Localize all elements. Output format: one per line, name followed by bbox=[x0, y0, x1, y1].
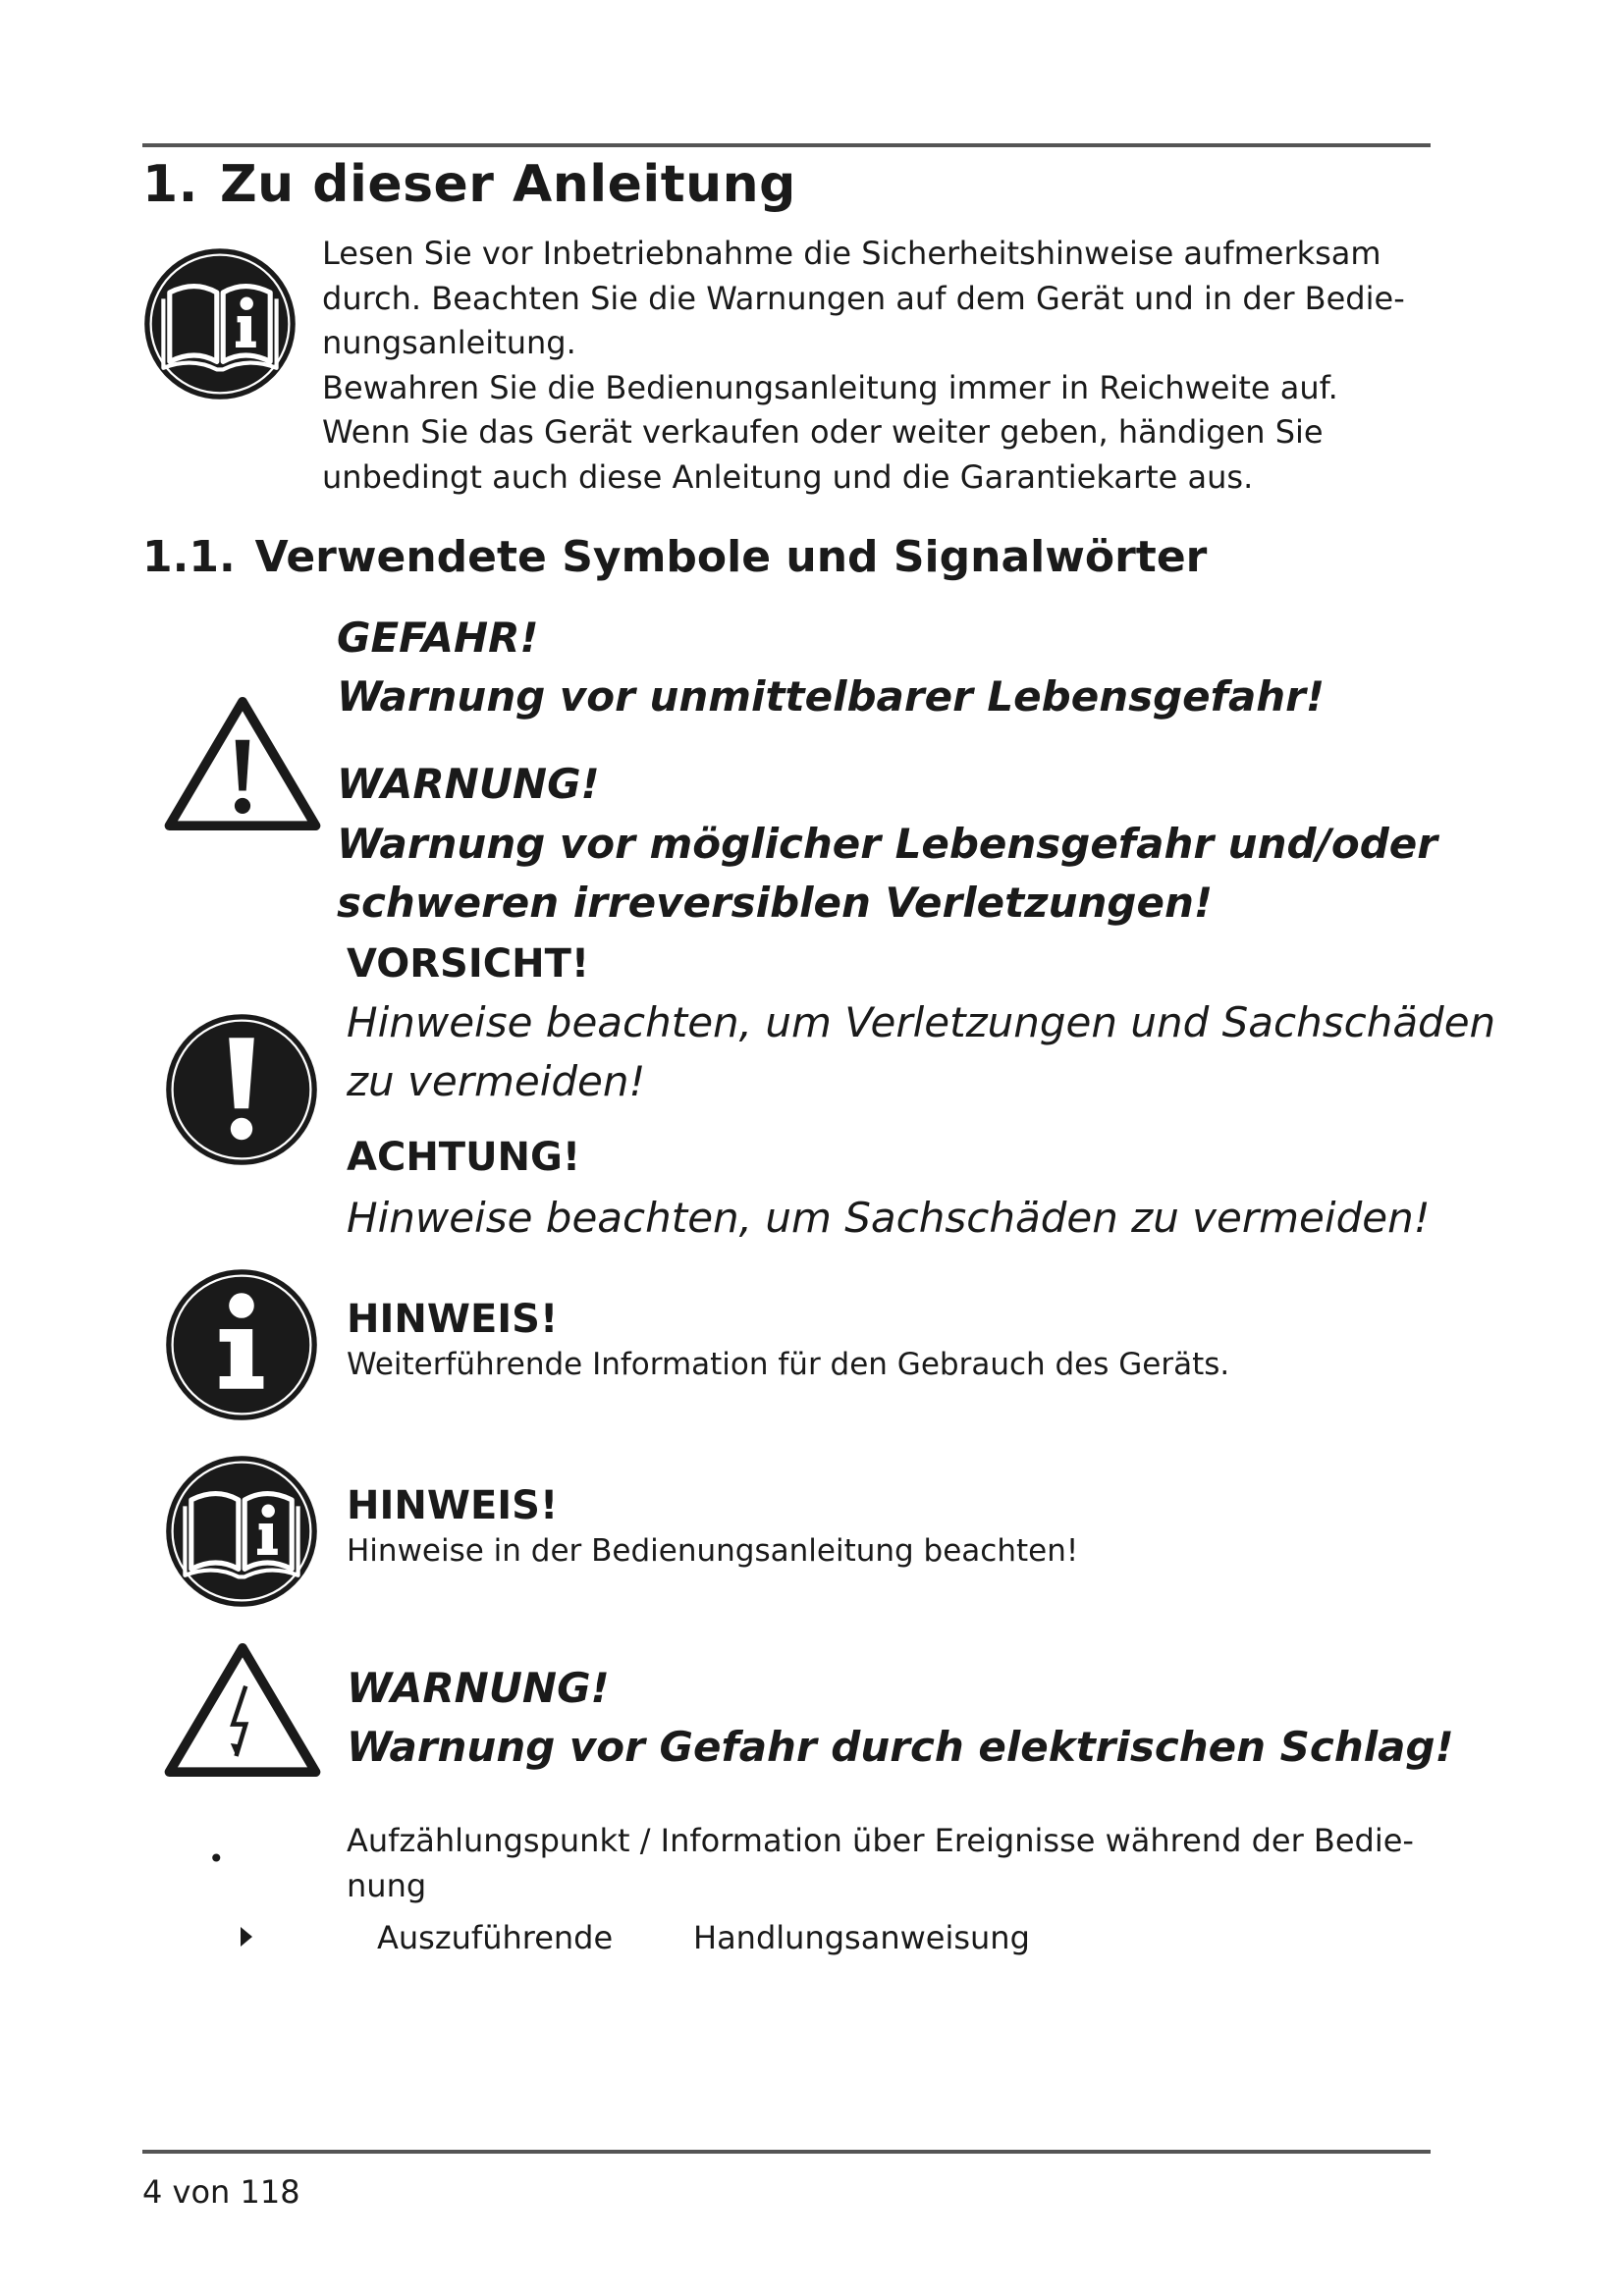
hinweis-manual-title: HINWEIS! bbox=[347, 1483, 559, 1528]
warning-triangle-icon bbox=[163, 695, 322, 832]
warnung-description-line-1: Warnung vor möglicher Lebensgefahr und/oder bbox=[337, 820, 1437, 868]
signal-hinweis-info bbox=[347, 1294, 1229, 1384]
action-item-label: Auszuführende bbox=[377, 1919, 614, 1956]
warnung-elektro-title: WARNUNG! bbox=[347, 1664, 610, 1712]
bullet-symbol: • bbox=[208, 1842, 225, 1875]
intro-text bbox=[322, 232, 1432, 500]
page-title bbox=[142, 155, 796, 214]
section-title: Zu dieser Anleitung bbox=[219, 155, 796, 214]
hinweis-info-title: HINWEIS! bbox=[347, 1297, 559, 1342]
gefahr-description: Warnung vor unmittelbarer Lebensgefahr! bbox=[337, 672, 1326, 721]
signal-achtung bbox=[347, 1127, 1431, 1249]
signal-warnung-elektro bbox=[347, 1659, 1454, 1777]
signal-gefahr bbox=[337, 609, 1325, 726]
bullet-item-line-1: Aufzählungspunkt / Information über Ereignisse während der Bedie- bbox=[347, 1822, 1414, 1859]
page-number: 4 von 118 bbox=[142, 2173, 300, 2211]
triangle-right-icon bbox=[240, 1926, 253, 1948]
vorsicht-description-line-2: zu vermeiden! bbox=[347, 1057, 646, 1105]
section-number: 1. bbox=[142, 155, 198, 214]
subsection-title: Verwendete Symbole und Signalwörter bbox=[254, 532, 1208, 582]
subsection-number: 1.1. bbox=[142, 532, 236, 582]
electric-shock-warning-icon bbox=[163, 1641, 322, 1779]
bottom-rule bbox=[142, 2150, 1431, 2154]
intro-paragraph-2: Bewahren Sie die Bedienungsanleitung immer in Reichweite auf. Wenn Sie das Gerät verkaufen oder weiter geben, händigen Sie unbedingt auch diese Anleitung und die Garantiekarte aus. bbox=[322, 368, 1338, 496]
exclamation-circle-icon bbox=[163, 1011, 320, 1168]
vorsicht-title: VORSICHT! bbox=[347, 941, 590, 987]
hinweis-info-description: Weiterführende Information für den Gebrauch des Geräts. bbox=[347, 1347, 1230, 1382]
signal-warnung bbox=[337, 754, 1437, 933]
bullet-item bbox=[347, 1818, 1414, 1908]
manual-info-icon bbox=[141, 245, 298, 402]
achtung-description: Hinweise beachten, um Sachschäden zu vermeiden! bbox=[347, 1194, 1431, 1242]
intro-paragraph-1: Lesen Sie vor Inbetriebnahme die Sicherheitshinweise aufmerksam durch. Beachten Sie die Warnungen auf dem Gerät und in der Bedie-nungsanleitung. bbox=[322, 235, 1405, 361]
top-rule bbox=[142, 143, 1431, 147]
section-subtitle bbox=[142, 532, 1207, 582]
warnung-title: WARNUNG! bbox=[337, 760, 600, 808]
hinweis-manual-description: Hinweise in der Bedienungsanleitung beachten! bbox=[347, 1533, 1079, 1569]
action-item-text: Handlungsanweisung bbox=[693, 1919, 1030, 1956]
signal-vorsicht bbox=[347, 934, 1495, 1111]
gefahr-title: GEFAHR! bbox=[337, 614, 539, 662]
signal-hinweis-manual bbox=[347, 1480, 1078, 1571]
bullet-item-line-2: nung bbox=[347, 1867, 427, 1904]
manual-info-icon bbox=[163, 1453, 320, 1610]
warnung-description-line-2: schweren irreversiblen Verletzungen! bbox=[337, 879, 1214, 927]
vorsicht-description-line-1: Hinweise beachten, um Verletzungen und Sachschäden bbox=[347, 998, 1496, 1046]
info-circle-icon bbox=[163, 1266, 320, 1423]
achtung-title: ACHTUNG! bbox=[347, 1135, 581, 1180]
warnung-elektro-description: Warnung vor Gefahr durch elektrischen Schlag! bbox=[347, 1723, 1454, 1771]
